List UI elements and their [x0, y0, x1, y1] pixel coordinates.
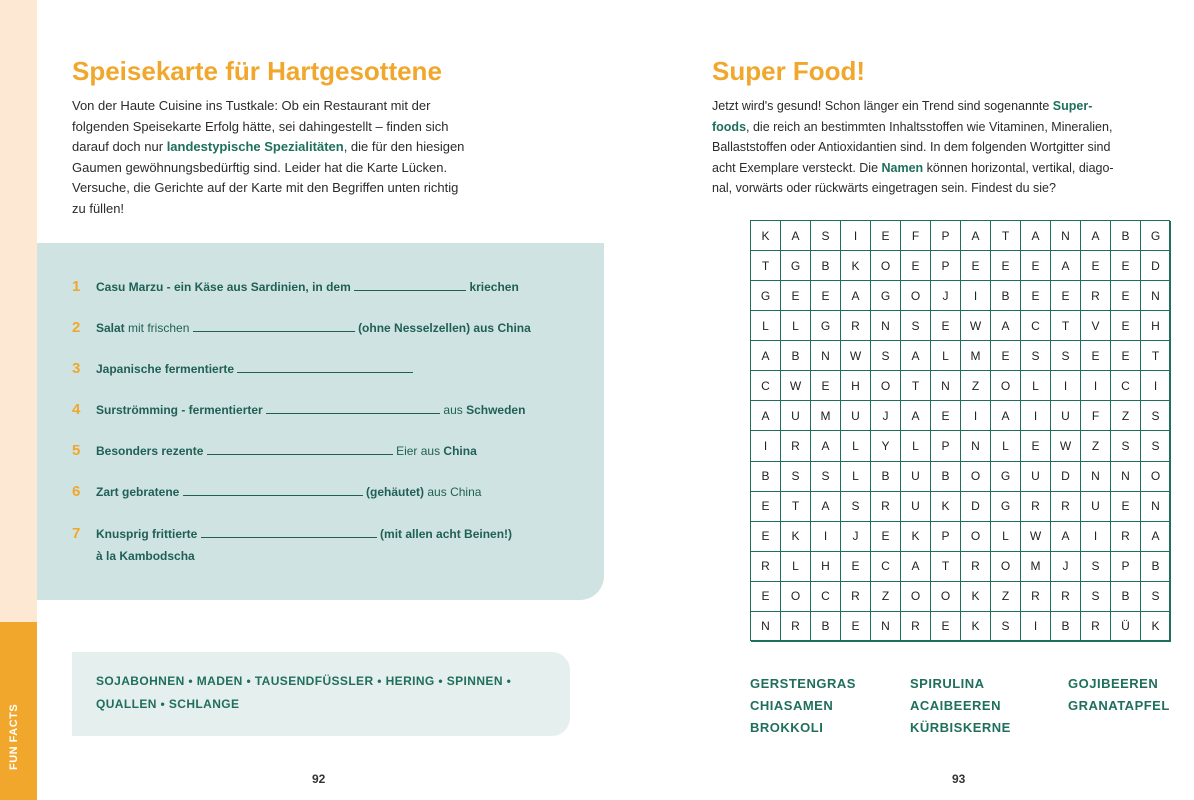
grid-cell[interactable]: S [841, 492, 871, 522]
intro-highlight: Super- [1052, 99, 1093, 113]
grid-cell[interactable]: E [751, 492, 781, 522]
grid-cell[interactable]: B [781, 341, 811, 371]
grid-cell[interactable]: R [781, 431, 811, 461]
intro-line [72, 137, 572, 158]
grid-cell[interactable]: I [1021, 612, 1051, 642]
grid-cell[interactable]: E [751, 522, 781, 552]
menu-item-text: aus [443, 403, 467, 417]
menu-item-text: Japanische fermentierte [96, 362, 235, 376]
grid-cell[interactable]: N [751, 612, 781, 642]
grid-cell[interactable]: Ü [1111, 612, 1141, 642]
intro-line [712, 158, 1190, 179]
fill-blank[interactable] [183, 485, 363, 496]
grid-cell[interactable]: S [1081, 552, 1111, 582]
grid-cell[interactable]: U [901, 492, 931, 522]
intro-line: Von der Haute Cuisine ins Tustkale: Ob ein Restaurant mit der [72, 98, 431, 113]
grid-cell[interactable]: L [991, 522, 1021, 552]
menu-item-text: Surströmming - fermentierter [96, 403, 263, 417]
grid-cell[interactable]: A [751, 401, 781, 431]
menu-item-text: (mit allen acht Beinen!) [380, 527, 513, 541]
grid-cell[interactable]: A [901, 401, 931, 431]
grid-cell[interactable]: E [811, 371, 841, 401]
grid-cell[interactable]: J [871, 401, 901, 431]
grid-cell[interactable]: B [751, 462, 781, 492]
grid-cell[interactable]: S [1051, 341, 1081, 371]
menu-item-text: mit frischen [124, 321, 190, 335]
grid-cell[interactable]: I [1051, 371, 1081, 401]
grid-cell[interactable]: A [991, 311, 1021, 341]
grid-cell[interactable]: U [841, 401, 871, 431]
grid-cell[interactable]: S [781, 462, 811, 492]
grid-cell[interactable]: G [991, 462, 1021, 492]
grid-cell[interactable]: E [931, 311, 961, 341]
grid-cell[interactable]: R [841, 311, 871, 341]
grid-cell[interactable]: O [901, 281, 931, 311]
grid-cell[interactable]: K [961, 612, 991, 642]
grid-cell[interactable]: R [841, 582, 871, 612]
grid-cell[interactable]: P [931, 251, 961, 281]
grid-cell[interactable]: R [1051, 582, 1081, 612]
grid-cell[interactable]: A [1081, 221, 1111, 251]
grid-cell[interactable]: O [1141, 462, 1171, 492]
grid-cell[interactable]: A [1051, 522, 1081, 552]
grid-cell[interactable]: A [751, 341, 781, 371]
grid-cell[interactable]: B [811, 612, 841, 642]
menu-item-number: 6 [72, 483, 81, 500]
grid-cell[interactable]: G [871, 281, 901, 311]
grid-cell[interactable]: E [1081, 341, 1111, 371]
grid-cell[interactable]: L [931, 341, 961, 371]
grid-cell[interactable]: E [991, 251, 1021, 281]
right-intro [712, 96, 1190, 199]
grid-cell[interactable]: U [781, 401, 811, 431]
grid-cell[interactable]: O [961, 462, 991, 492]
intro-line [712, 117, 1190, 138]
fill-blank[interactable] [207, 444, 393, 455]
grid-cell[interactable]: C [751, 371, 781, 401]
grid-cell[interactable]: S [1111, 431, 1141, 461]
word-list-item: CHIASAMEN [750, 698, 834, 713]
grid-cell[interactable]: F [901, 221, 931, 251]
grid-cell[interactable]: S [1141, 582, 1171, 612]
grid-cell[interactable]: R [871, 492, 901, 522]
grid-cell[interactable]: O [871, 251, 901, 281]
grid-cell[interactable]: A [841, 281, 871, 311]
menu-item-number: 1 [72, 278, 81, 295]
grid-cell[interactable]: N [1111, 462, 1141, 492]
intro-line: nal, vorwärts oder rückwärts eingetragen sein. Findest du sie? [712, 181, 1056, 195]
grid-cell[interactable]: E [1021, 281, 1051, 311]
grid-cell[interactable]: I [961, 281, 991, 311]
menu-item-text: Zart gebratene [96, 485, 180, 499]
grid-cell[interactable]: N [811, 341, 841, 371]
intro-line: Versuche, die Gerichte auf der Karte mit den Begriffen unten richtig [72, 180, 459, 195]
page-number-right: 93 [952, 772, 966, 786]
grid-cell[interactable]: C [871, 552, 901, 582]
fill-blank[interactable] [266, 403, 440, 414]
grid-cell[interactable]: H [1141, 311, 1171, 341]
grid-cell[interactable]: K [841, 251, 871, 281]
grid-cell[interactable]: U [1081, 492, 1111, 522]
grid-cell[interactable]: T [751, 251, 781, 281]
word-list-item: GERSTENGRAS [750, 676, 856, 691]
grid-cell[interactable]: T [901, 371, 931, 401]
intro-text: , die reich an bestimmten Inhaltsstoffen wie Vitaminen, Mineralien, [746, 119, 1113, 134]
grid-cell[interactable]: E [1111, 251, 1141, 281]
grid-cell[interactable]: R [1081, 281, 1111, 311]
grid-cell[interactable]: R [751, 552, 781, 582]
grid-cell[interactable]: R [901, 612, 931, 642]
menu-item-text: China [497, 321, 531, 335]
grid-cell[interactable]: E [1081, 251, 1111, 281]
menu-item-text: Eier aus [396, 444, 444, 458]
menu-item-number: 2 [72, 319, 81, 336]
word-list-item: ACAIBEEREN [910, 698, 1001, 713]
grid-cell[interactable]: L [781, 311, 811, 341]
grid-cell[interactable]: O [901, 582, 931, 612]
grid-cell[interactable]: S [901, 311, 931, 341]
word-list-item: SPIRULINA [910, 676, 985, 691]
menu-item-number: 5 [72, 442, 81, 459]
grid-cell[interactable]: N [1141, 492, 1171, 522]
grid-cell[interactable]: W [841, 341, 871, 371]
left-page-title: Speisekarte für Hartgesottene [72, 56, 442, 86]
fill-blank[interactable] [193, 321, 355, 332]
grid-cell[interactable]: N [1141, 281, 1171, 311]
grid-cell[interactable]: K [751, 221, 781, 251]
grid-cell[interactable]: S [871, 341, 901, 371]
grid-cell[interactable]: I [751, 431, 781, 461]
grid-cell[interactable]: L [841, 431, 871, 461]
grid-cell[interactable]: K [1141, 612, 1171, 642]
menu-item-text: Salat [96, 321, 125, 335]
grid-cell[interactable]: W [781, 371, 811, 401]
grid-cell[interactable]: S [811, 462, 841, 492]
grid-cell[interactable]: A [811, 492, 841, 522]
grid-cell[interactable]: E [931, 401, 961, 431]
grid-cell[interactable]: R [1051, 492, 1081, 522]
grid-cell[interactable]: E [751, 582, 781, 612]
grid-cell[interactable]: A [781, 221, 811, 251]
grid-cell[interactable]: E [1021, 251, 1051, 281]
grid-cell[interactable]: K [961, 582, 991, 612]
grid-cell[interactable]: R [1021, 492, 1051, 522]
grid-cell[interactable]: T [781, 492, 811, 522]
grid-cell[interactable]: N [871, 311, 901, 341]
intro-text: Jetzt wird's gesund! Schon länger ein Trend sind sogenannte [712, 99, 1053, 113]
grid-cell[interactable]: E [991, 341, 1021, 371]
grid-cell[interactable]: A [961, 221, 991, 251]
intro-highlight: Namen [881, 160, 924, 175]
grid-cell[interactable]: R [781, 612, 811, 642]
grid-cell[interactable]: J [841, 522, 871, 552]
grid-cell[interactable]: M [811, 401, 841, 431]
grid-cell[interactable]: E [1111, 281, 1141, 311]
menu-item-text: Knusprig frittierte [96, 527, 198, 541]
grid-cell[interactable]: P [931, 431, 961, 461]
grid-cell[interactable]: W [961, 311, 991, 341]
intro-line: folgenden Speisekarte Erfolg hätte, sei dahingestellt – finden sich [72, 118, 449, 134]
grid-cell[interactable]: E [841, 552, 871, 582]
grid-cell[interactable]: I [1021, 401, 1051, 431]
grid-cell[interactable]: Y [871, 431, 901, 461]
menu-item-text: Besonders rezente [96, 444, 204, 458]
grid-cell[interactable]: I [841, 221, 871, 251]
grid-cell[interactable]: G [1141, 221, 1171, 251]
word-list-item: GOJIBEEREN [1068, 676, 1159, 691]
grid-cell[interactable]: E [931, 612, 961, 642]
grid-cell[interactable]: E [901, 251, 931, 281]
grid-cell[interactable]: B [991, 281, 1021, 311]
grid-cell[interactable]: O [871, 371, 901, 401]
menu-item-text: à la Kambodscha [96, 549, 195, 563]
menu-item-number: 7 [72, 525, 81, 542]
section-tab-label: FUN FACTS [8, 703, 20, 770]
grid-cell[interactable]: U [1021, 462, 1051, 492]
grid-cell[interactable]: L [991, 431, 1021, 461]
grid-cell[interactable]: A [901, 552, 931, 582]
grid-cell[interactable]: P [931, 221, 961, 251]
grid-cell[interactable]: M [1021, 552, 1051, 582]
grid-cell[interactable]: E [781, 281, 811, 311]
grid-cell[interactable]: N [871, 612, 901, 642]
grid-cell[interactable]: T [991, 221, 1021, 251]
word-list-item: KÜRBISKERNE [910, 720, 1011, 735]
grid-cell[interactable]: U [901, 462, 931, 492]
grid-cell[interactable]: K [931, 492, 961, 522]
grid-cell[interactable]: E [871, 221, 901, 251]
menu-item-text: (ohne Nesselzellen) aus [358, 321, 498, 335]
grid-cell[interactable]: E [1111, 341, 1141, 371]
grid-cell[interactable]: R [1081, 612, 1111, 642]
grid-cell[interactable]: O [991, 552, 1021, 582]
grid-cell[interactable]: I [961, 401, 991, 431]
grid-cell[interactable]: G [811, 311, 841, 341]
word-bank-line: QUALLEN • SCHLANGE [96, 697, 240, 711]
grid-cell[interactable]: G [781, 251, 811, 281]
fill-blank[interactable] [237, 362, 413, 373]
word-bank-line: SOJABOHNEN • MADEN • TAUSENDFÜSSLER • HERING • SPINNEN • [96, 674, 512, 688]
intro-text: können horizontal, vertikal, diago- [923, 160, 1114, 175]
grid-cell[interactable]: D [1141, 251, 1171, 281]
intro-line: zu füllen! [72, 200, 125, 216]
menu-item-number: 4 [72, 401, 81, 418]
menu-item-text: aus China [424, 485, 482, 499]
grid-cell[interactable]: G [991, 492, 1021, 522]
grid-cell[interactable]: E [871, 522, 901, 552]
page-number-left: 92 [312, 772, 326, 786]
grid-cell[interactable]: E [811, 281, 841, 311]
intro-line [712, 96, 1190, 117]
grid-cell[interactable]: B [811, 251, 841, 281]
grid-cell[interactable]: R [961, 552, 991, 582]
intro-highlight: landestypische Spezialitäten [166, 139, 344, 154]
menu-item-number: 3 [72, 360, 81, 377]
grid-cell[interactable]: L [841, 462, 871, 492]
grid-cell[interactable]: T [1051, 311, 1081, 341]
menu-box [37, 243, 604, 600]
grid-cell[interactable]: A [901, 341, 931, 371]
grid-cell[interactable]: E [961, 251, 991, 281]
grid-cell[interactable]: U [1051, 401, 1081, 431]
grid-cell[interactable]: R [1111, 522, 1141, 552]
grid-cell[interactable]: E [1021, 431, 1051, 461]
grid-cell[interactable]: N [1051, 221, 1081, 251]
grid-cell[interactable]: Z [961, 371, 991, 401]
intro-text: acht Exemplare versteckt. Die [712, 160, 882, 175]
grid-cell[interactable]: V [1081, 311, 1111, 341]
grid-cell[interactable]: S [1141, 401, 1171, 431]
grid-cell[interactable]: Z [871, 582, 901, 612]
grid-cell[interactable]: E [1051, 281, 1081, 311]
fill-blank[interactable] [354, 280, 466, 291]
grid-cell[interactable]: K [781, 522, 811, 552]
grid-cell[interactable]: J [931, 281, 961, 311]
grid-cell[interactable]: T [931, 552, 961, 582]
right-page-title: Super Food! [712, 56, 866, 86]
grid-cell[interactable]: A [1021, 221, 1051, 251]
grid-cell[interactable]: M [961, 341, 991, 371]
grid-cell[interactable]: A [991, 401, 1021, 431]
grid-cell[interactable]: I [1081, 522, 1111, 552]
word-bank-box [72, 652, 570, 736]
grid-cell[interactable]: N [931, 371, 961, 401]
grid-cell[interactable]: G [751, 281, 781, 311]
grid-cell[interactable]: L [751, 311, 781, 341]
grid-cell[interactable]: B [871, 462, 901, 492]
menu-item-text: Schweden [466, 403, 526, 417]
grid-cell[interactable]: S [1081, 582, 1111, 612]
grid-cell[interactable]: D [961, 492, 991, 522]
grid-cell[interactable]: O [781, 582, 811, 612]
grid-cell[interactable]: N [961, 431, 991, 461]
grid-cell[interactable]: W [1021, 522, 1051, 552]
grid-cell[interactable]: R [1021, 582, 1051, 612]
grid-cell[interactable]: L [1021, 371, 1051, 401]
grid-cell[interactable]: B [1111, 221, 1141, 251]
grid-cell[interactable]: L [781, 552, 811, 582]
grid-cell[interactable]: E [1111, 311, 1141, 341]
grid-cell[interactable]: A [1141, 522, 1171, 552]
grid-cell[interactable]: W [1051, 431, 1081, 461]
grid-cell[interactable]: C [1021, 311, 1051, 341]
grid-cell[interactable]: P [1111, 552, 1141, 582]
grid-cell[interactable]: A [1051, 251, 1081, 281]
grid-cell[interactable]: B [1111, 582, 1141, 612]
grid-cell[interactable]: H [841, 371, 871, 401]
grid-cell[interactable]: H [811, 552, 841, 582]
grid-cell[interactable]: B [1141, 552, 1171, 582]
grid-cell[interactable]: S [991, 612, 1021, 642]
grid-cell[interactable]: N [1081, 462, 1111, 492]
grid-cell[interactable]: E [1111, 492, 1141, 522]
grid-cell[interactable]: S [1021, 341, 1051, 371]
grid-cell[interactable]: S [1141, 431, 1171, 461]
grid-cell[interactable]: B [931, 462, 961, 492]
grid-cell[interactable]: Z [991, 582, 1021, 612]
grid-cell[interactable]: T [1141, 341, 1171, 371]
menu-item-text: (gehäutet) [366, 485, 425, 499]
intro-line: Ballaststoffen oder Antioxidantien sind. In dem folgenden Wortgitter sind [712, 140, 1111, 154]
grid-cell[interactable]: L [901, 431, 931, 461]
grid-cell[interactable]: B [1051, 612, 1081, 642]
intro-text: , die für den hiesigen [343, 139, 465, 154]
grid-cell[interactable]: A [811, 431, 841, 461]
grid-cell[interactable]: C [1111, 371, 1141, 401]
grid-cell[interactable]: C [811, 582, 841, 612]
grid-cell[interactable]: K [901, 522, 931, 552]
intro-highlight: foods [712, 119, 747, 134]
grid-cell[interactable]: Z [1081, 431, 1111, 461]
grid-cell[interactable]: O [991, 371, 1021, 401]
grid-cell[interactable]: E [841, 612, 871, 642]
intro-line: Gaumen gewöhnungsbedürftig sind. Leider hat die Karte Lücken. [72, 159, 448, 175]
word-list-item: GRANATAPFEL [1068, 698, 1170, 713]
grid-cell[interactable]: I [1081, 371, 1111, 401]
grid-cell[interactable]: D [1051, 462, 1081, 492]
word-search-grid [750, 220, 1170, 641]
grid-cell[interactable]: S [811, 221, 841, 251]
word-list-item: BROKKOLI [750, 720, 824, 735]
fill-blank[interactable] [201, 527, 377, 538]
menu-item-text: kriechen [469, 280, 519, 294]
grid-cell[interactable]: I [1141, 371, 1171, 401]
grid-cell[interactable]: P [931, 522, 961, 552]
grid-cell[interactable]: I [811, 522, 841, 552]
menu-item-text: Casu Marzu - ein Käse aus Sardinien, in dem [96, 280, 351, 294]
menu-item-text: China [443, 444, 477, 458]
grid-cell[interactable]: Z [1111, 401, 1141, 431]
grid-cell[interactable]: O [931, 582, 961, 612]
intro-text: darauf doch nur [72, 139, 167, 154]
left-intro [72, 96, 572, 219]
grid-cell[interactable]: J [1051, 552, 1081, 582]
grid-cell[interactable]: F [1081, 401, 1111, 431]
grid-cell[interactable]: O [961, 522, 991, 552]
